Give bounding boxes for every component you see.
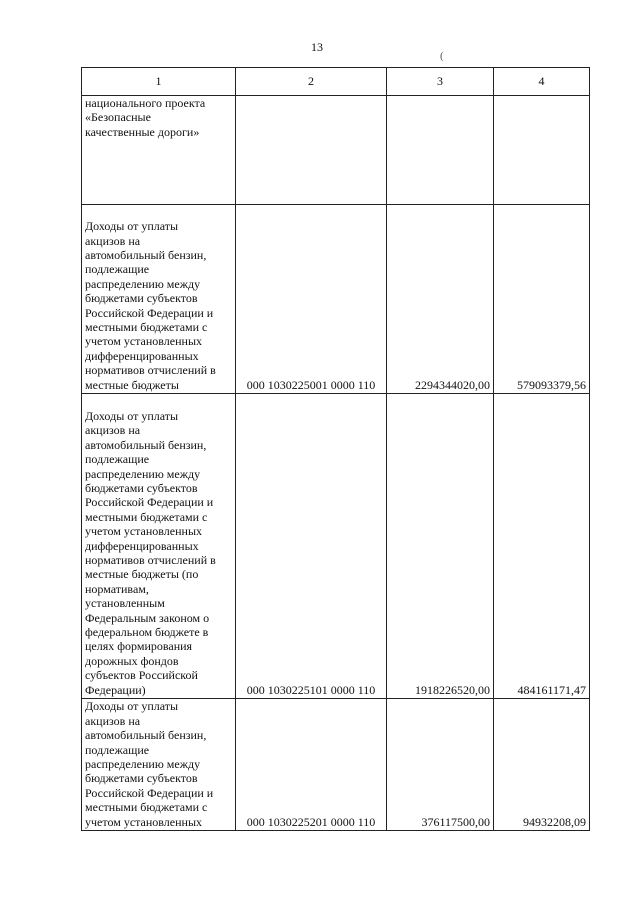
row-value-col4: 94932208,09 [494,699,590,831]
revenue-table [81,67,590,831]
table-row [82,205,590,394]
row-code: 000 1030225201 0000 110 [236,699,387,831]
row-value-col4 [494,96,590,205]
table-row [82,394,590,699]
row-description: Доходы от уплаты акцизов на автомобильный бензин, подлежащие распределению между бюджетами субъектов Российской Федерации и местными бюджетами с учетом установленных дифференцированных нормативов отчислений в местные бюджеты [82,205,236,394]
column-header: 4 [494,68,590,96]
row-description: Доходы от уплаты акцизов на автомобильный бензин, подлежащие распределению между бюджетами субъектов Российской Федерации и местными бюджетами с учетом установленных [82,699,236,831]
column-header: 1 [82,68,236,96]
column-header: 2 [236,68,387,96]
row-description: национального проекта «Безопасные качественные дороги» [82,96,236,205]
table-row [82,96,590,205]
table-row [82,699,590,831]
row-value-col3 [387,96,494,205]
table-header-row [82,68,590,96]
margin-mark: ( [440,50,444,62]
row-code [236,96,387,205]
row-value-col3: 2294344020,00 [387,205,494,394]
row-code: 000 1030225101 0000 110 [236,394,387,699]
row-value-col4: 484161171,47 [494,394,590,699]
page-number: 13 [311,40,323,54]
row-description: Доходы от уплаты акцизов на автомобильный бензин, подлежащие распределению между бюджетами субъектов Российской Федерации и местными бюджетами с учетом установленных дифференцированных нормативов отчислений в местные бюджеты (по нормативам, установленным Федеральным законом о федеральном бюджете в целях формирования дорожных фондов субъектов Российской Федерации) [82,394,236,699]
row-value-col3: 1918226520,00 [387,394,494,699]
row-value-col4: 579093379,56 [494,205,590,394]
column-header: 3 [387,68,494,96]
row-code: 000 1030225001 0000 110 [236,205,387,394]
row-value-col3: 376117500,00 [387,699,494,831]
